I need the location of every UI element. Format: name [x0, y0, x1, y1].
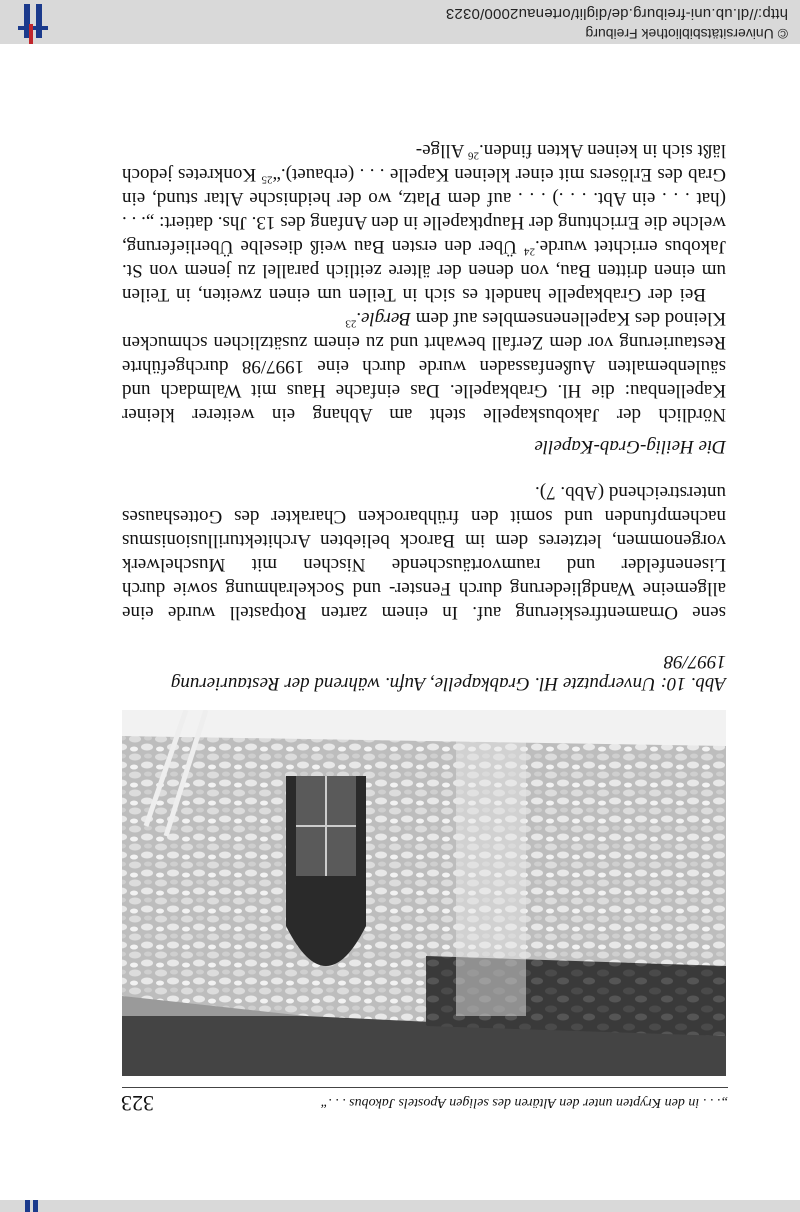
footnote-ref: 25 — [261, 173, 273, 186]
library-logo-icon — [12, 0, 52, 44]
viewer-footer-bar — [0, 0, 800, 44]
header-rule — [122, 1087, 728, 1088]
paragraph-text: Über den ersten Bau weiß dieselbe Überlieferung, welche die Errichtung der Hauptkapelle in den Anfang des 13. Jhs. datiert: „. . . (hat . . . ein Abt. . . .) . . . auf dem Platz, wo der heidnische Altar stund, ein Grab des Erlösers mit einer kleinen Kapelle . . . (erbauet).“ — [122, 164, 726, 257]
page-number: 323 — [121, 1091, 154, 1116]
paragraph-text: . — [356, 308, 362, 329]
footnote-ref: 24 — [523, 245, 535, 258]
paragraph — [122, 138, 726, 306]
place-name: Bergle — [361, 308, 412, 329]
copyright-text: © Universitätsbibliothek Freiburg — [585, 26, 788, 42]
footnote-ref: 26 — [468, 149, 480, 162]
running-head: „. . . in den Krypten unter den Altären des seligen Apostels Jakobus . . .“ — [320, 1095, 728, 1110]
paragraph: sene Ornamentfreskierung auf. In einem zarten Rotpastell wurde eine allgemeine Wandgliederung durch Fenster- und Sockelrahmung sowie durch Lisenenfelder und raumvortäuschende Nischen mit Muschelwerk vorgenommen, letzteres dem im Barock beliebten Architekturillusionismus nachempfunden und somit den frühbarocken Charakter des Gotteshauses unterstreichend (Abb. 7). — [122, 482, 726, 623]
paragraph — [122, 306, 726, 426]
paragraph-text: Nördlich der Jakobuskapelle steht am Abhang ein weiterer kleiner Kapellenbau: die Hl. Grabkapelle. Das einfache Haus mit Walmdach und säulenbemalten Außenfassaden wurde durch eine 1997/98 durchgeführte Restaurierung vor dem Zerfall bewahrt und zu einem zusätzlichen schmucken Kleinod des Kapellenensembles auf dem — [122, 308, 726, 425]
paragraph-text: Allge- — [415, 140, 469, 161]
paragraph-text: Konkretes jedoch läßt sich in keinen Akten finden. — [122, 140, 726, 185]
footnote-ref: 23 — [345, 317, 357, 330]
chapel-photo-image — [122, 710, 726, 1076]
viewer-top-strip — [0, 1200, 800, 1212]
section-heading: Die Heilig-Grab-Kapelle — [534, 436, 726, 457]
body-text — [122, 138, 726, 624]
paragraph-text: Bei der Grabkapelle handelt es sich in Teilen um einen zweiten, in Teilen um einen dritten Bau, von denen der ältere zeitlich parallel zu jenem von St. Jakobus errichtet wurde. — [122, 236, 726, 305]
figure-caption: Abb. 10: Unverputzte Hl. Grabkapelle, Aufn. während der Restaurierung 1997/98 — [170, 651, 726, 694]
permalink[interactable]: http://dl.ub.uni-freiburg.de/diglit/ortenau2000/0323 — [445, 5, 788, 22]
library-logo-icon — [22, 1200, 42, 1212]
chapel-photo — [122, 710, 726, 1076]
book-page — [46, 52, 736, 1192]
